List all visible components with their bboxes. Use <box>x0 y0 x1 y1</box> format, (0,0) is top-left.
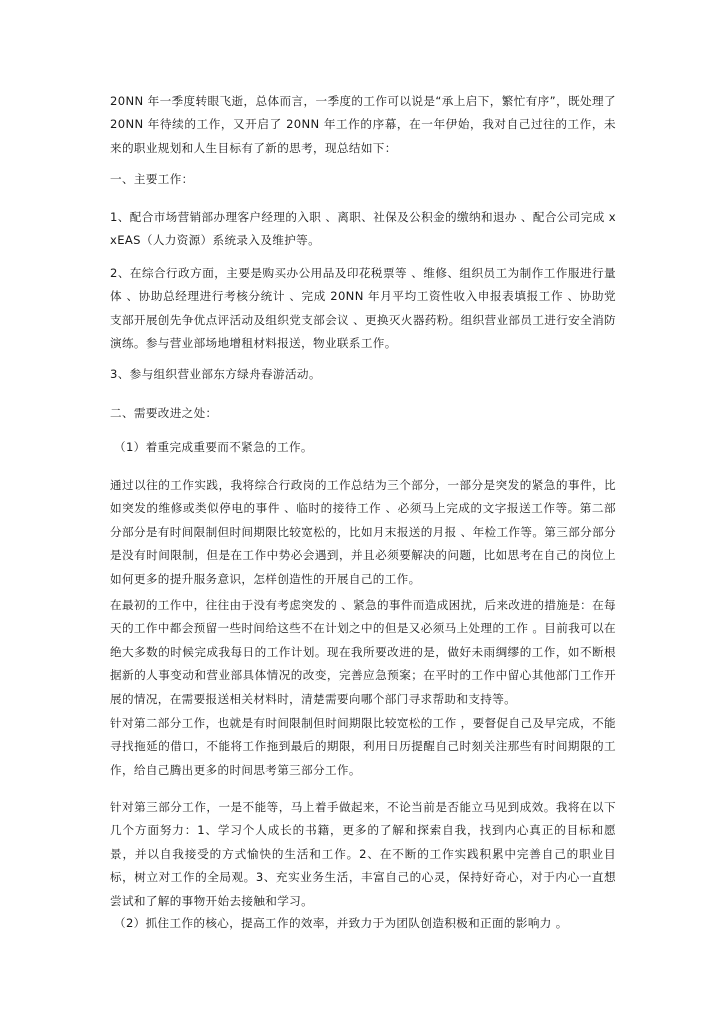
subheading-1: （1）着重完成重要而不紧急的工作。 <box>114 440 313 454</box>
work-item-3: 3、参与组织营业部东方绿舟春游活动。 <box>110 367 321 381</box>
intro-paragraph: 20NN 年一季度转眼飞逝，总体而言，一季度的工作可以说是“承上启下，繁忙有序”，既处理了 20NN 年待续的工作，又开启了 20NN 年工作的序幕，在一年伊始，我对自己过往的工作，未来的职业规划和人生目标有了新的思考，现总结如下： <box>110 94 616 155</box>
body-paragraph-2: 在最初的工作中，往往由于没有考虑突发的 、紧急的事件而造成困扰，后来改进的措施是：在每天的工作中都会预留一些时间给这些不在计划之中的但是又必须马上处理的工作 。目前我可以在绝大多数的时候完成我每日的工作计划。现在我所要改进的是，做好未雨绸缪的工作，如不断根据新的人事变动和营业部具体情况的改变，完善应急预案；在平时的工作中留心其他部门工作开展的情况，在需要报送相关材料时，清楚需要向哪个部门寻求帮助和支持等。 <box>110 598 616 706</box>
section-heading-main-work: 一、主要工作： <box>110 172 194 186</box>
body-paragraph-3: 针对第二部分工作，也就是有时间限制但时间期限比较宽松的工作 ，要督促自己及早完成，不能寻找拖延的借口，不能将工作拖到最后的期限，利用日历提醒自己时刻关注那些有时间期限的工作，给自己腾出更多的时间思考第三部分工作。 <box>110 716 616 777</box>
work-item-2: 2、在综合行政方面，主要是购买办公用品及印花税票等 、维修、组织员工为制作工作服进行量体 、协助总经理进行考核分统计 、完成 20NN 年月平均工资性收入申报表填报工作 、协助党支部开展创先争优点评活动及组织党支部会议 、更换灭火器药粉。组织营业部员工进行安全消防演练。参与营业部场地增租材料报送，物业联系工作。 <box>110 266 616 351</box>
section-heading-improvements: 二、需要改进之处： <box>110 406 218 420</box>
body-paragraph-4: 针对第三部分工作，一是不能等，马上着手做起来，不论当前是否能立马见到成效。我将在以下几个方面努力：1、学习个人成长的书籍，更多的了解和探索自我，找到内心真正的目标和愿景，并以自我接受的方式愉快的生活和工作。2、在不断的工作实践积累中完善自己的职业目标，树立对工作的全局观。3、充实业务生活，丰富自己的心灵，保持好奇心，对于内心一直想尝试和了解的事物开始去接触和学习。 <box>110 800 616 908</box>
work-item-1: 1、配合市场营销部办理客户经理的入职 、离职、社保及公积金的缴纳和退办 、配合公司完成 xxEAS（人力资源）系统录入及维护等。 <box>110 210 616 248</box>
body-paragraph-1: 通过以往的工作实践，我将综合行政岗的工作总结为三个部分，一部分是突发的紧急的事件，比如突发的维修或类似停电的事件 、临时的接待工作 、必须马上完成的文字报送工作等。第二部分部分是有时间限制但时间期限比较宽松的，比如月末报送的月报 、年检工作等。第三部分部分是没有时间限制，但是在工作中势必会遇到，并且必须要解决的问题，比如思考在自己的岗位上如何更多的提升服务意识，怎样创造性的开展自己的工作。 <box>110 478 616 586</box>
subheading-2: （2）抓住工作的核心，提高工作的效率，并致力于为团队创造积极和正面的影响力 。 <box>114 916 568 930</box>
